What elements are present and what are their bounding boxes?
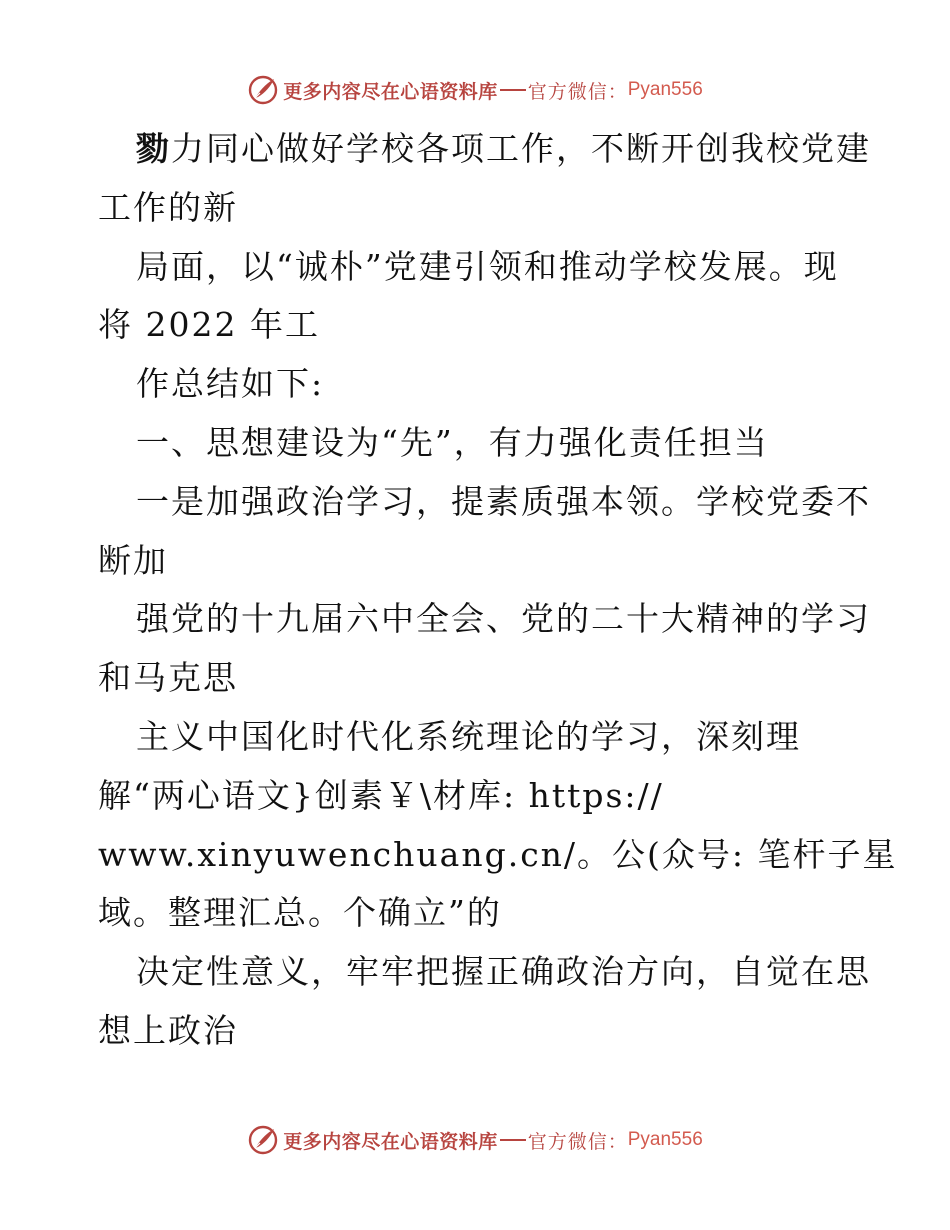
banner-wechat-label: 官方微信： xyxy=(527,1130,628,1153)
banner-separator xyxy=(500,1139,526,1141)
paragraph-line: 作总结如下: xyxy=(136,364,325,404)
footer-banner xyxy=(0,1120,950,1160)
document-body xyxy=(98,120,898,1061)
banner-account-id: Pyan556 xyxy=(627,79,703,100)
paragraph-line: 和马克思 xyxy=(98,658,238,698)
paragraph-line: 一是加强政治学习，提素质强本领。学校党委不 xyxy=(136,481,871,521)
first-glyph: 勠 xyxy=(136,129,171,168)
paragraph-line: 解“两心语文}创素￥\材库: https:// xyxy=(98,775,664,815)
header-banner xyxy=(0,70,950,110)
paragraph-line: www.xinyuwenchuang.cn/。公(众号: 笔杆子星 xyxy=(98,834,898,874)
banner-brand-text: 更多内容尽在心语资料库 xyxy=(283,1130,498,1153)
quill-logo-icon xyxy=(247,1124,279,1156)
quill-logo-icon xyxy=(247,74,279,106)
section-heading: 一、思想建设为“先”，有力强化责任担当 xyxy=(136,422,769,462)
paragraph-line: 将 2022 年工 xyxy=(98,305,320,345)
paragraph-line: 强党的十九届六中全会、党的二十大精神的学习 xyxy=(136,599,871,639)
banner-wechat-label: 官方微信： xyxy=(527,80,628,103)
paragraph-line: 断加 xyxy=(98,540,168,580)
paragraph-line xyxy=(98,120,871,179)
paragraph-line: 域。整理汇总。个确立”的 xyxy=(98,893,502,933)
paragraph-line: 局面，以“诚朴”党建引领和推动学校发展。现 xyxy=(136,246,839,286)
banner-brand-text: 更多内容尽在心语资料库 xyxy=(283,80,498,103)
paragraph-line: 决定性意义，牢牢把握正确政治方向，自觉在思 xyxy=(136,952,871,992)
banner-account-id: Pyan556 xyxy=(627,1129,703,1150)
banner-separator xyxy=(500,89,526,91)
paragraph-line: 主义中国化时代化系统理论的学习，深刻理 xyxy=(136,716,801,756)
paragraph-line: 工作的新 xyxy=(98,187,238,227)
paragraph-line: 想上政治 xyxy=(98,1010,238,1050)
paragraph-line-rest: 力同心做好学校各项工作，不断开创我校党建 xyxy=(171,129,871,168)
